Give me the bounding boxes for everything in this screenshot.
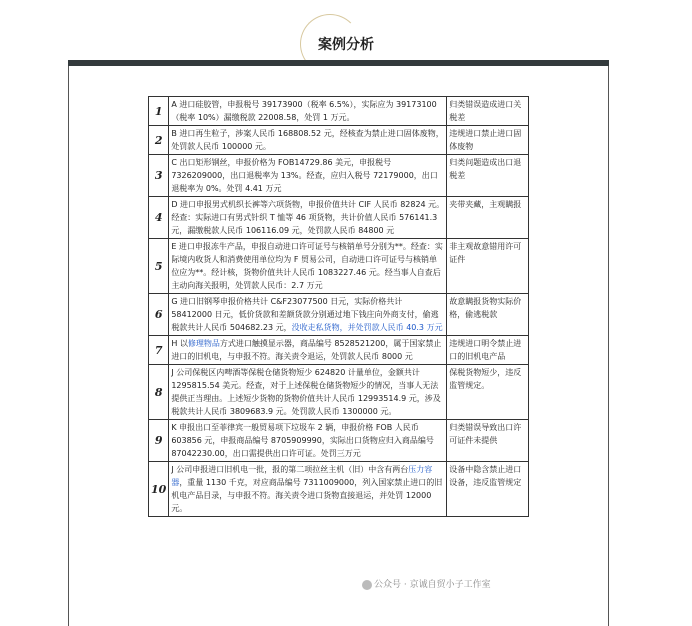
highlighted-text: 没收走私货物，并处罚款人民币 40.3 万元 [291,323,443,332]
case-number: 8 [149,365,169,420]
table-row [149,420,529,462]
case-violation-type: 非主观故意错用许可证件 [447,239,529,294]
case-table [148,96,529,517]
case-description [169,97,447,126]
case-description [169,126,447,155]
case-violation-type: 归类错误造成进口关税差 [447,97,529,126]
case-description [169,197,447,239]
case-violation-type: 违规进口禁止进口固体废物 [447,126,529,155]
description-text: A 进口硅胶管，申报税号 39173900（税率 6.5%），实际应为 39173100（税率 10%）漏缴税款 22008.58，处罚 1 万元。 [171,100,437,122]
case-violation-type: 归类问题造成出口退税差 [447,155,529,197]
case-violation-type: 保税货物短少，违反监管规定。 [447,365,529,420]
watermark-text: 公众号 · 京诚自贸小子工作室 [374,580,491,590]
case-number: 7 [149,336,169,365]
description-text: 方式进口触摸显示器，商品编号 8528521200，属于国家禁止进口的旧机电，与申报不符。海关责令退运，处罚款人民币 8000 元 [171,339,442,361]
table-row [149,294,529,336]
table-row [149,126,529,155]
case-description [169,420,447,462]
section-title: 案例分析 [318,37,374,53]
case-description [169,336,447,365]
highlighted-text: 修理物品 [187,339,220,348]
description-text: B 进口再生粒子，涉案人民币 168808.52 元，经核查为禁止进口固体废物，处罚款人民币 100000 元。 [171,129,444,151]
case-number: 9 [149,420,169,462]
case-description [169,365,447,420]
description-text: ，重量 1130 千克，对应商品编号 7311009000，列入国家禁止进口的旧机电产品目录，与申报不符。海关责令进口货物直接退运，并处罚 12000 元。 [171,478,443,513]
case-violation-type: 故意瞒报货物实际价格，偷逃税款 [447,294,529,336]
table-row [149,155,529,197]
case-violation-type: 设备中隐含禁止进口设备，违反监管规定 [447,462,529,517]
case-number: 2 [149,126,169,155]
description-text: J 公司保税区内啤酒等保税仓储货物短少 624820 计量单位，金额共计 1295815.54 美元。经查，对于上述保税仓储货物短少的情况，当事人无法提供正当理由。上述短少货物的货物价值共计人民币 12993514.9 元，涉及税款共计人民币 3809683.9 元。处罚款人民币 1300000 元。 [171,368,441,416]
case-number: 1 [149,97,169,126]
case-violation-type: 夹带夹藏，主观瞒报 [447,197,529,239]
description-text: G 进口旧钢琴申报价格共计 C&F23077500 日元，实际价格共计 58412000 日元，低价货款和差额货款分别通过地下钱庄向外商支付，偷逃税款共计人民币 504682.23 元， [171,297,439,332]
table-row [149,365,529,420]
description-text: D 进口申报男式机织长裤等六项货物，申报价值共计 CIF 人民币 82824 元。经查：实际进口有男式针织 T 恤等 46 项货物，共计价值人民币 576141.3 元，漏缴税款人民币 106116.09 元，处罚款人民币 84800 元 [171,200,445,235]
case-description [169,462,447,517]
case-number: 5 [149,239,169,294]
case-description [169,294,447,336]
case-number: 4 [149,197,169,239]
highlighted-text: 压力容器 [171,465,433,487]
table-row [149,239,529,294]
case-number: 10 [149,462,169,517]
table-row [149,336,529,365]
description-text: E 进口申报冻牛产品，申报自动进口许可证号与核销单号分别为**。经查：实际境内收货人和消费使用单位均为 F 贸易公司，自动进口许可证号与核销单位应为**。经计核，货物价值共计人民币 1083227.46 元。经当事人自查后主动向海关报明，处罚款人民币：2.7 万元 [171,242,443,290]
case-violation-type: 归类错误导致出口许可证件未提供 [447,420,529,462]
table-row [149,462,529,517]
description-text: K 申报出口至菲律宾一般贸易项下垃圾车 2 辆，申报价格 FOB 人民币 603856 元，申报商品编号 8705909990，实际出口货物应归入商品编号 87042230.00，出口需提供出口许可证。处罚三万元 [171,423,434,458]
table-row [149,97,529,126]
case-number: 3 [149,155,169,197]
description-text: J 公司申报进口旧机电一批，报的第二项拉丝主机（旧）中含有两台 [171,465,409,474]
case-violation-type: 违规进口明令禁止进口的旧机电产品 [447,336,529,365]
description-text: C 出口矩形钢丝，申报价格为 FOB14729.86 美元，申报税号 7326209000，出口退税率为 13%。经查，应归入税号 72179000，出口退税率为 0%。处罚 4.41 万元 [171,158,438,193]
case-description [169,239,447,294]
description-text: H 以 [171,339,188,348]
case-description [169,155,447,197]
watermark [362,577,532,591]
case-number: 6 [149,294,169,336]
table-row [149,197,529,239]
wechat-icon [362,580,372,590]
